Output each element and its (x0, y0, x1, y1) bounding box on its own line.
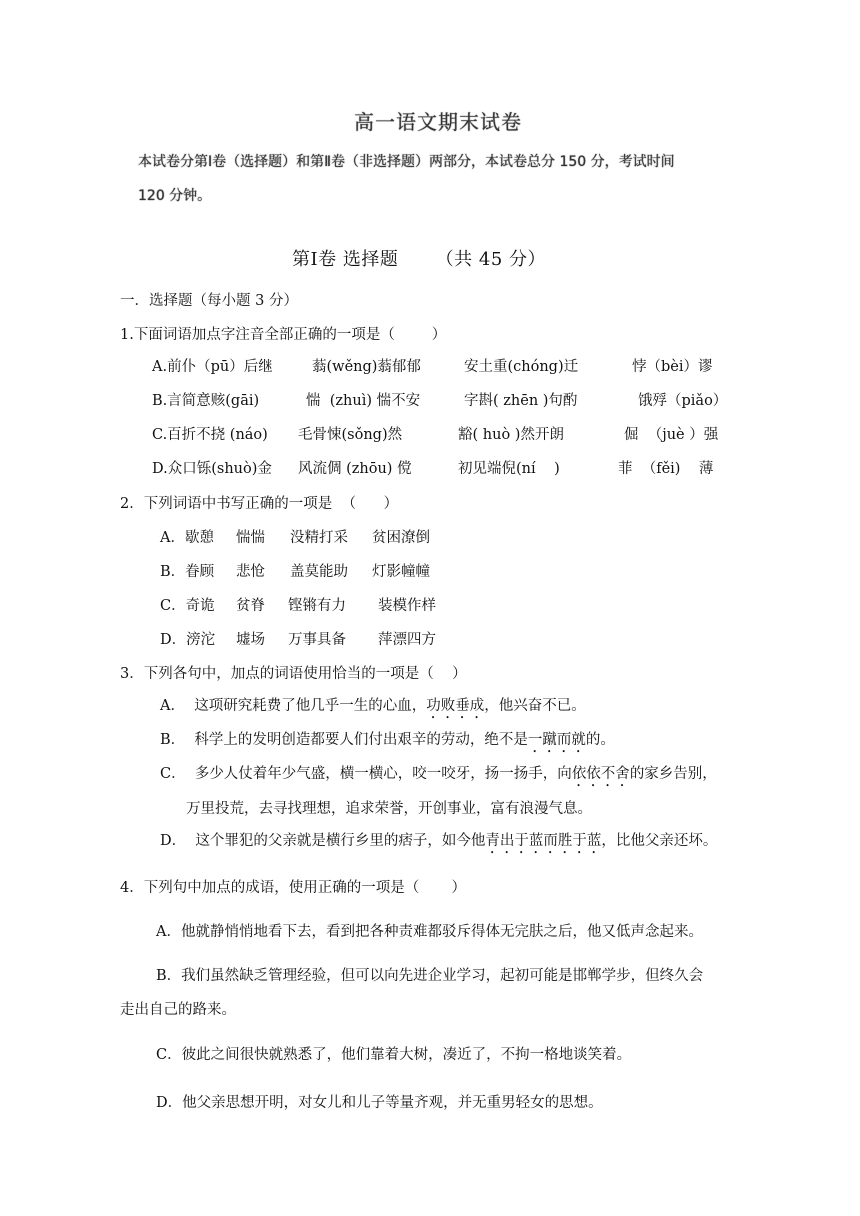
q2-a-2: 惴惴 (236, 530, 265, 546)
q1-d-1: D.众口铄(shuò)金 (152, 461, 272, 477)
q1-b-3: 字斟( zhēn )句酌 (464, 393, 578, 409)
q2-c-3: 铿锵有力 (288, 598, 346, 614)
q3-a-dotted-term: 功败垂成 (426, 698, 485, 714)
q3-option-a (160, 696, 586, 722)
q1-a-1: A.前仆（pū）后继 (152, 359, 273, 375)
q3-stem: 3．下列各句中，加点的词语使用恰当的一项是（ ） (120, 666, 467, 682)
q1-d-2: 风流倜 (zhōu) 傥 (298, 461, 412, 477)
q1-stem: 1.下面词语加点字注音全部正确的一项是（ ） (120, 327, 447, 343)
q4-option-b: B．我们虽然缺乏管理经验，但可以向先进企业学习，起初可能是邯郸学步，但终久会 (156, 968, 704, 984)
exam-intro-line2: 120 分钟。 (138, 188, 212, 204)
q3-d-text-end: ，比他父亲还坏。 (601, 833, 718, 849)
q2-stem: 2．下列词语中书写正确的一项是 （ ） (120, 496, 399, 512)
q3-option-c-cont: 万里投荒，去寻找理想，追求荣誉，开创事业，富有浪漫气息。 (186, 801, 592, 817)
q2-c-4: 装模作样 (378, 598, 436, 614)
section-title: 第Ⅰ卷 选择题 （共 45 分） (292, 249, 547, 270)
q2-a-3: 没精打采 (290, 530, 348, 546)
q1-b-2: 惴 (zhuì) 惴不安 (306, 393, 421, 409)
q1-c-1: C.百折不挠 (náo) (152, 427, 268, 443)
section-heading: 一．选择题（每小题 3 分） (120, 293, 298, 309)
q1-d-3: 初见端倪(ní ) (458, 461, 560, 477)
q3-option-b (160, 730, 615, 756)
q3-c-text-end: 的家乡告别， (629, 766, 717, 782)
q3-b-dotted-term: 一蹴而就 (527, 732, 586, 748)
q2-b-4: 灯影幢幢 (372, 564, 430, 580)
q2-a-1: A．歇憩 (160, 530, 214, 546)
q3-b-text-end: 的。 (585, 732, 615, 748)
exam-title: 高一语文期末试卷 (354, 110, 522, 134)
q1-a-3: 安土重(chóng)迁 (464, 359, 579, 375)
q2-b-3: 盖莫能助 (290, 564, 348, 580)
q3-c-dotted-term: 依依不舍 (571, 766, 630, 782)
q4-option-c: C．彼此之间很快就熟悉了，他们靠着大树，凑近了，不拘一格地谈笑着。 (156, 1047, 632, 1063)
q2-b-1: B．眷顾 (160, 564, 215, 580)
q1-d-4: 菲 （fěi) 薄 (618, 461, 714, 477)
q1-c-2: 毛骨悚(sǒng)然 (298, 427, 403, 443)
q3-option-d (160, 831, 717, 857)
q2-c-2: 贫脊 (236, 598, 265, 614)
q1-c-4: 倔 （juè ）强 (624, 427, 719, 443)
q1-c-3: 豁( huò )然开朗 (458, 427, 564, 443)
q1-b-4: 饿殍（piǎo） (638, 393, 728, 409)
q2-b-2: 悲怆 (236, 564, 265, 580)
q1-a-4: 悖（bèi）谬 (632, 359, 713, 375)
q3-a-text-end: ，他兴奋不已。 (484, 698, 586, 714)
q2-d-3: 万事具备 (288, 632, 346, 648)
q3-c-text: C． 多少人仗着年少气盛，横一横心，咬一咬牙，扬一扬手，向 (160, 766, 572, 782)
q3-option-c (160, 764, 717, 790)
q4-option-b-cont: 走出自己的路来。 (120, 1002, 236, 1018)
q2-a-4: 贫困潦倒 (372, 530, 430, 546)
q2-d-2: 墟场 (236, 632, 265, 648)
intro-text: 本试卷分第Ⅰ卷（选择题）和第Ⅱ卷（非选择题）两部分，本试卷总分 150 分，考试时间 (138, 154, 675, 170)
q2-d-4: 萍漂四方 (378, 632, 436, 648)
q3-a-text: A． 这项研究耗费了他几乎一生的心血， (160, 698, 427, 714)
q3-d-text: D． 这个罪犯的父亲就是横行乡里的痞子，如今他 (160, 833, 486, 849)
q3-d-dotted-term: 青出于蓝而胜于蓝 (485, 833, 602, 849)
q1-a-2: 蓊(wěng)蓊郁郁 (312, 359, 421, 375)
q4-option-a: A．他就静悄悄地看下去，看到把各种责难都驳斥得体无完肤之后，他又低声念起来。 (156, 924, 703, 940)
q2-d-1: D．滂沱 (160, 632, 216, 648)
q4-option-d: D．他父亲思想开明，对女儿和儿子等量齐观，并无重男轻女的思想。 (156, 1095, 603, 1111)
exam-intro-line1 (138, 152, 675, 172)
q2-c-1: C．奇诡 (160, 598, 215, 614)
q3-b-text: B． 科学上的发明创造都要人们付出艰辛的劳动，绝不是 (160, 732, 528, 748)
q4-stem: 4．下列句中加点的成语，使用正确的一项是（ ） (120, 880, 466, 896)
q1-b-1: B.言简意赅(gāi) (152, 393, 260, 409)
